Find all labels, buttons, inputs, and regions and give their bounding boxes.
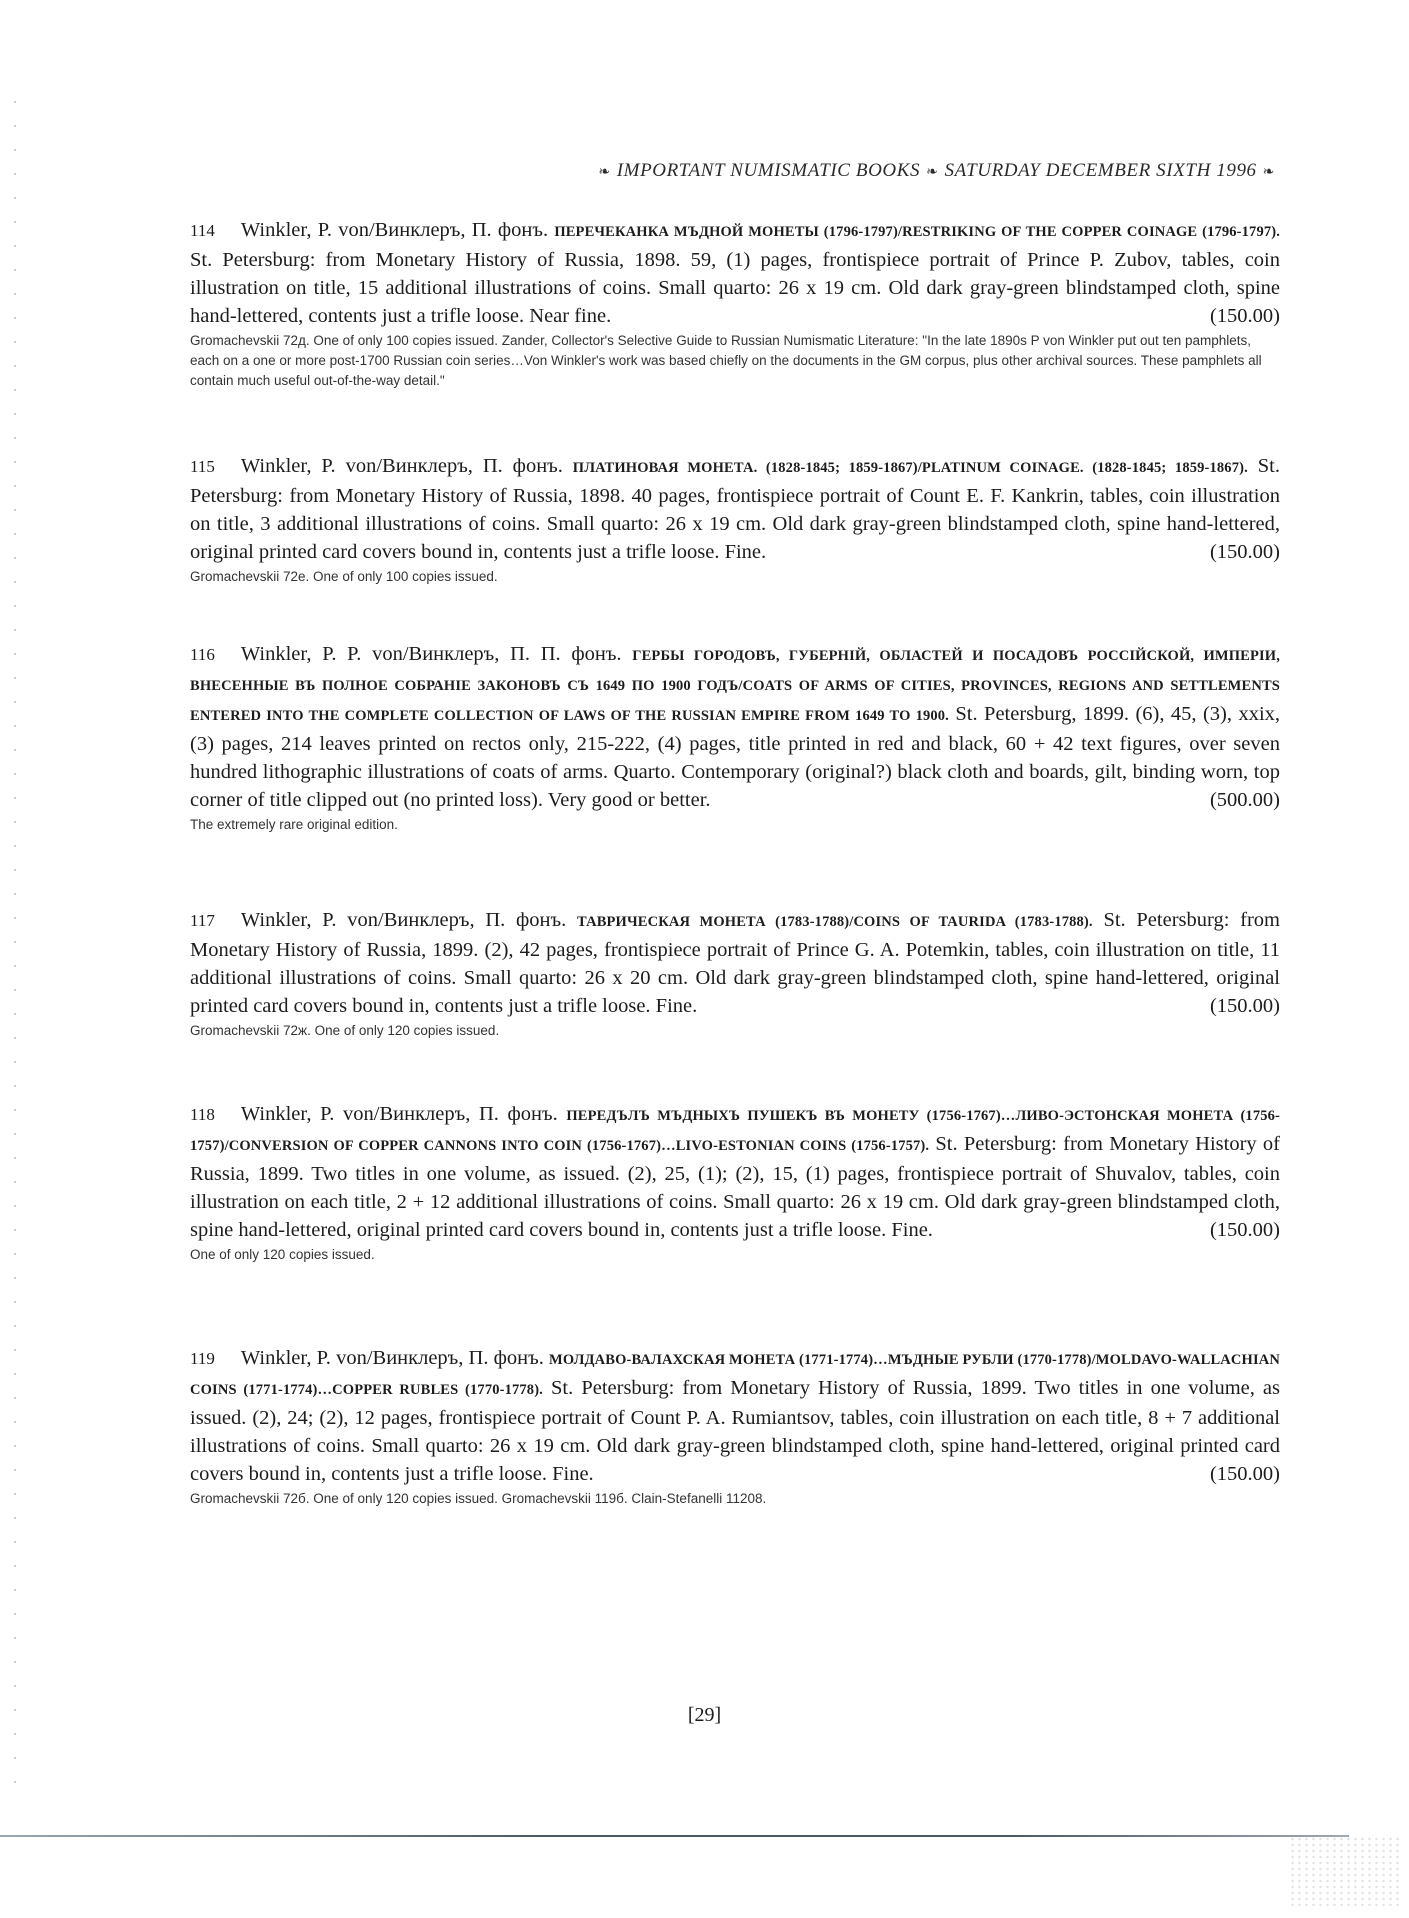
lot-description: St. Petersburg, 1899. (6), 45, (3), xxix, (3) pages, 214 leaves printed on rectos only, 215-222, (4) pages, title printed in red and black, 60 + 42 text figures, over seven hundred lithographic illustrations of coats of arms. Quarto. Contemporary (original?) black cloth and boards, gilt, binding worn, top corner of title clipped out (no printed loss). Very good or better. bbox=[190, 703, 1281, 811]
lot-author: Winkler, P. von/Винклеръ, П. фонъ. bbox=[240, 455, 563, 477]
lot-price: (150.00) bbox=[1209, 1463, 1280, 1485]
ornament-icon: ❧ bbox=[1262, 165, 1275, 180]
lot-description: St. Petersburg: from Monetary History of Russia, 1898. 59, (1) pages, frontispiece portrait of Prince P. Zubov, tables, coin illustration on title, 15 additional illustrations of coins. Small quarto: 26 x 19 cm. Old dark gray-green blindstamped cloth, spine hand-lettered, contents just a trifle loose. Near fine. bbox=[190, 249, 1280, 327]
lot-note: The extremely rare original edition. bbox=[190, 817, 398, 832]
lot-title: ТАВРИЧЕСКАЯ МОНЕТА (1783-1788)/COINS OF TAURIDA (1783-1788). bbox=[576, 914, 1093, 930]
lot-author: Winkler, P. von/Винклеръ, П. фонъ. bbox=[240, 219, 549, 241]
lot-title: МОЛДАВО-ВАЛАХСКАЯ МОНЕТА (1771-1774)…МЪДНЫЕ РУБЛИ (1770-1778)/MOLDAVO-WALLACHIAN COINS (1771-1774)…COPPER RUBLES (1770-1778). bbox=[190, 1352, 1280, 1398]
lot-entry bbox=[190, 906, 1280, 1041]
lot-number: 118 bbox=[190, 1105, 215, 1124]
lot-price: (150.00) bbox=[1209, 541, 1280, 563]
ornament-icon: ❧ bbox=[926, 165, 939, 180]
lot-number: 115 bbox=[190, 457, 215, 476]
lot-description: St. Petersburg: from Monetary History of Russia, 1899. Two titles in one volume, as issued. (2), 25, (1); (2), 15, (1) pages, frontispiece portrait of Shuvalov, tables, coin illustration on each title, 2 + 12 additional illustrations of coins. Small quarto: 26 x 19 cm. Old dark gray-green blindstamped cloth, spine hand-lettered, original printed card covers bound in, contents just a trifle loose. Fine. bbox=[190, 1133, 1280, 1241]
lot-note: Gromachevskii 72е. One of only 100 copies issued. bbox=[190, 569, 498, 584]
header-left-text: IMPORTANT NUMISMATIC BOOKS bbox=[616, 160, 921, 181]
lot-note: One of only 120 copies issued. bbox=[190, 1247, 375, 1262]
lot-entry bbox=[190, 452, 1280, 587]
lot-author: Winkler, P. von/Винклеръ, П. фонъ. bbox=[240, 1347, 544, 1369]
lot-title: ПЛАТИНОВАЯ МОНЕТА. (1828-1845; 1859-1867)/PLATINUM COINAGE. (1828-1845; 1859-1867). bbox=[572, 460, 1248, 476]
lot-author: Winkler, P. von/Винклеръ, П. фонъ. bbox=[240, 1103, 558, 1125]
lot-number: 119 bbox=[190, 1349, 215, 1368]
margin-dots bbox=[14, 90, 16, 1790]
page-number: [29] bbox=[687, 1704, 722, 1726]
lot-description: St. Petersburg: from Monetary History of Russia, 1898. 40 pages, frontispiece portrait of Count E. F. Kankrin, tables, coin illustration on title, 3 additional illustrations of coins. Small quarto: 26 x 19 cm. Old dark gray-green blindstamped cloth, spine hand-lettered, original printed card covers bound in, contents just a trifle loose. Fine. bbox=[190, 455, 1280, 563]
bottom-rule bbox=[0, 1835, 1349, 1837]
header-right-text: SATURDAY DECEMBER SIXTH 1996 bbox=[944, 160, 1257, 181]
lot-title: ПЕРЕДЪЛЪ МЪДНЫХЪ ПУШЕКЪ ВЪ МОНЕТУ (1756-1767)…ЛИВО-ЭСТОНСКАЯ МОНЕТА (1756-1757)/CONVERSION OF COPPER CANNONS INTO COIN (1756-1767)…LIVO-ESTONIAN COINS (1756-1757). bbox=[190, 1108, 1281, 1154]
lot-note: Gromachevskii 72б. One of only 120 copies issued. Gromachevskii 119б. Clain-Stefanelli 11208. bbox=[190, 1491, 767, 1506]
lot-number: 116 bbox=[190, 645, 215, 664]
running-header bbox=[190, 160, 1281, 182]
lot-entry bbox=[190, 1344, 1280, 1509]
lot-price: (150.00) bbox=[1209, 305, 1280, 327]
lot-number: 114 bbox=[190, 221, 215, 240]
lot-title: ПЕРЕЧЕКАНКА МЪДНОЙ МОНЕТЫ (1796-1797)/RESTRIKING OF THE COPPER COINAGE (1796-1797). bbox=[554, 224, 1281, 240]
lot-price: (150.00) bbox=[1209, 995, 1280, 1017]
scan-speckle bbox=[1289, 1836, 1399, 1906]
lot-note: Gromachevskii 72д. One of only 100 copies issued. Zander, Collector's Selective Guide to Russian Numismatic Literature: "In the late 1890s P von Winkler put out ten pamphlets, each on a one or more post-1700 Russian coin series…Von Winkler's work was based chiefly on the documents in the GM corpus, plus other archival sources. These pamphlets all contain much useful out-of-the-way detail." bbox=[190, 333, 1262, 388]
ornament-icon: ❧ bbox=[598, 165, 611, 180]
lot-number: 117 bbox=[190, 911, 215, 930]
lot-entry bbox=[190, 1100, 1280, 1265]
lot-author: Winkler, P. P. von/Винклеръ, П. П. фонъ. bbox=[240, 643, 622, 665]
lot-note: Gromachevskii 72ж. One of only 120 copies issued. bbox=[190, 1023, 500, 1038]
lot-price: (500.00) bbox=[1209, 789, 1280, 811]
lot-description: St. Petersburg: from Monetary History of Russia, 1899. Two titles in one volume, as issued. (2), 24; (2), 12 pages, frontispiece portrait of Count P. A. Rumiantsov, tables, coin illustration on each title, 8 + 7 additional illustrations of coins. Small quarto: 26 x 19 cm. Old dark gray-green blindstamped cloth, spine hand-lettered, original printed card covers bound in, contents just a trifle loose. Fine. bbox=[190, 1377, 1281, 1485]
lot-description: St. Petersburg: from Monetary History of Russia, 1899. (2), 42 pages, frontispiece portrait of Prince G. A. Potemkin, tables, coin illustration on title, 11 additional illustrations of coins. Small quarto: 26 x 20 cm. Old dark gray-green blindstamped cloth, spine hand-lettered, original printed card covers bound in, contents just a trifle loose. Fine. bbox=[190, 909, 1280, 1017]
lot-entry bbox=[190, 640, 1280, 835]
lot-title: ГЕРБЫ ГОРОДОВЪ, ГУБЕРНІЙ, ОБЛАСТЕЙ И ПОСАДОВЪ РОССІЙСКОЙ, ИМПЕРІИ, ВНЕСЕННЫЕ ВЪ ПОЛНОЕ СОБРАНІЕ ЗАКОНОВЪ СЪ 1649 ПО 1900 ГОДЪ/COATS OF ARMS OF CITIES, PROVINCES, REGIONS AND SETTLEMENTS ENTERED INTO THE COMPLETE COLLECTION OF LAWS OF THE RUSSIAN EMPIRE FROM 1649 TO 1900. bbox=[190, 648, 1280, 724]
lot-price: (150.00) bbox=[1209, 1219, 1280, 1241]
lot-author: Winkler, P. von/Винклеръ, П. фонъ. bbox=[240, 909, 567, 931]
lot-entry bbox=[190, 216, 1280, 391]
